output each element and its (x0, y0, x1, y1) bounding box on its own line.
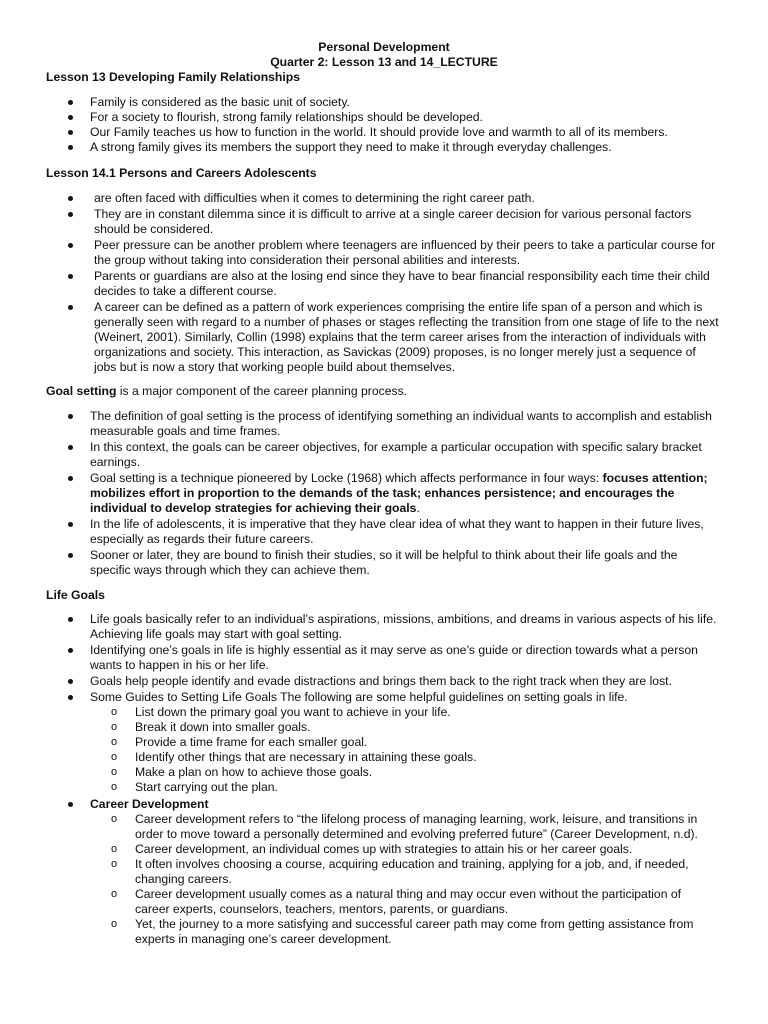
bullet-icon (68, 445, 73, 450)
list-item: In this context, the goals can be career objectives, for example a particular occupation with specific salary bracket earnings. (0, 440, 720, 470)
bullet-icon (68, 115, 73, 120)
circle-bullet-icon: o (111, 888, 118, 900)
bullet-icon (68, 648, 73, 653)
list-item: Sooner or later, they are bound to finish their studies, so it will be helpful to think about their life goals and the specific ways through which they can achieve them. (0, 548, 720, 578)
career-development-list (0, 797, 720, 812)
sub-list-item: o It often involves choosing a course, acquiring education and training, applying for a job, and, if needed, changing careers. (111, 857, 689, 886)
sub-list-item: o Career development refers to “the lifelong process of managing learning, work, leisure, and transitions in order to move toward a personally determined and evolving preferred future” (Career Development, n.d). (111, 812, 698, 841)
list-item: A strong family gives its members the support they need to make it through everyday challenges. (0, 140, 720, 155)
list-item (0, 797, 720, 812)
bullet-icon (68, 130, 73, 135)
bullet-icon (68, 274, 73, 279)
circle-bullet-icon: o (111, 751, 118, 763)
lesson14-heading: Lesson 14.1 Persons and Careers Adolescents (46, 166, 317, 180)
bullet-icon (68, 212, 73, 217)
circle-bullet-icon: o (111, 781, 118, 793)
life-goals-heading: Life Goals (46, 588, 105, 602)
bullet-icon (68, 522, 73, 527)
circle-bullet-icon: o (111, 736, 118, 748)
sub-list-item: o Start carrying out the plan. (111, 780, 278, 794)
bullet-icon (68, 802, 73, 807)
list-item: Goal setting is a technique pioneered by Locke (1968) which affects performance in four ways: focuses attention; mobilizes effort in proportion to the demands of the task; enhances persistence; and encourages the individual to develop strategies for achieving their goals. (0, 471, 720, 516)
lesson13-heading: Lesson 13 Developing Family Relationships (46, 70, 300, 84)
lesson14-list (0, 191, 720, 375)
document-title: Personal Development (318, 40, 450, 54)
list-item: Peer pressure can be another problem where teenagers are influenced by their peers to take a particular course for the group without taking into consideration their personal abilities and interests. (0, 238, 720, 268)
bullet-icon (68, 553, 73, 558)
list-item: For a society to flourish, strong family relationships should be developed. (0, 110, 720, 125)
sub-list-item: o Provide a time frame for each smaller goal. (111, 735, 368, 749)
goal-setting-list (0, 409, 720, 578)
list-item: Some Guides to Setting Life Goals The following are some helpful guidelines on setting goals in life. (0, 690, 720, 705)
sub-list-item: o Career development, an individual comes up with strategies to attain his or her career goals. (111, 842, 633, 856)
sub-list-item: o Identify other things that are necessary in attaining these goals. (111, 750, 477, 764)
sub-list-item: o List down the primary goal you want to achieve in your life. (111, 705, 451, 719)
circle-bullet-icon: o (111, 843, 118, 855)
circle-bullet-icon: o (111, 766, 118, 778)
bullet-icon (68, 476, 73, 481)
list-item: The definition of goal setting is the process of identifying something an individual wants to accomplish and establish measurable goals and time frames. (0, 409, 720, 439)
bullet-icon (68, 243, 73, 248)
list-item: Goals help people identify and evade distractions and brings them back to the right track when they are lost. (0, 674, 720, 689)
career-development-heading: Career Development (90, 797, 209, 811)
bullet-icon (68, 145, 73, 150)
sub-list-item: o Career development usually comes as a natural thing and may occur even without the participation of career experts, counselors, teachers, mentors, parents, or guardians. (111, 887, 682, 916)
circle-bullet-icon: o (111, 918, 118, 930)
sub-list-item: o Yet, the journey to a more satisfying and successful career path may come from getting assistance from experts in managing one’s career development. (111, 917, 694, 946)
life-goals-guides (0, 705, 715, 795)
bullet-icon (68, 100, 73, 105)
list-item: A career can be defined as a pattern of work experiences comprising the entire life span of a person and which is generally seen with regard to a number of phases or stages reflecting the transition from one stage of life to the next (Weinert, 2001). Similarly, Collin (1998) explains that the term career arises from the interaction of individuals with organizations and society. This interaction, as Savickas (2009) proposes, is no longer merely just a sequence of jobs but is now a story that working people build about themselves. (0, 300, 720, 375)
goal-setting-intro: Goal setting is a major component of the career planning process. (46, 384, 408, 398)
list-item: Family is considered as the basic unit of society. (0, 95, 720, 110)
circle-bullet-icon: o (111, 813, 118, 825)
list-item: They are in constant dilemma since it is difficult to arrive at a single career decision for various personal factors should be considered. (0, 207, 720, 237)
sub-list-item: o Make a plan on how to achieve those goals. (111, 765, 373, 779)
bullet-icon (68, 695, 73, 700)
list-item: Our Family teaches us how to function in the world. It should provide love and warmth to all of its members. (0, 125, 720, 140)
list-item: Parents or guardians are also at the losing end since they have to bear financial responsibility each time their child decides to take a different course. (0, 269, 720, 299)
list-item: Life goals basically refer to an individual’s aspirations, missions, ambitions, and dreams in various aspects of his life. Achieving life goals may start with goal setting. (0, 612, 720, 642)
life-goals-list (0, 612, 720, 705)
bullet-icon (68, 617, 73, 622)
bullet-icon (68, 679, 73, 684)
list-item: In the life of adolescents, it is imperative that they have clear idea of what they want to happen in their future lives, especially as regards their future careers. (0, 517, 720, 547)
list-item: Identifying one’s goals in life is highly essential as it may serve as one’s guide or direction towards what a person wants to happen in his or her life. (0, 643, 720, 673)
sub-list-item: o Break it down into smaller goals. (111, 720, 311, 734)
career-development-items (0, 812, 715, 947)
lesson13-list (0, 95, 720, 155)
circle-bullet-icon: o (111, 858, 118, 870)
document-subtitle: Quarter 2: Lesson 13 and 14_LECTURE (270, 55, 498, 69)
bullet-icon (68, 196, 73, 201)
bullet-icon (68, 305, 73, 310)
circle-bullet-icon: o (111, 706, 118, 718)
bullet-icon (68, 414, 73, 419)
circle-bullet-icon: o (111, 721, 118, 733)
list-item: are often faced with difficulties when it comes to determining the right career path. (0, 191, 720, 206)
